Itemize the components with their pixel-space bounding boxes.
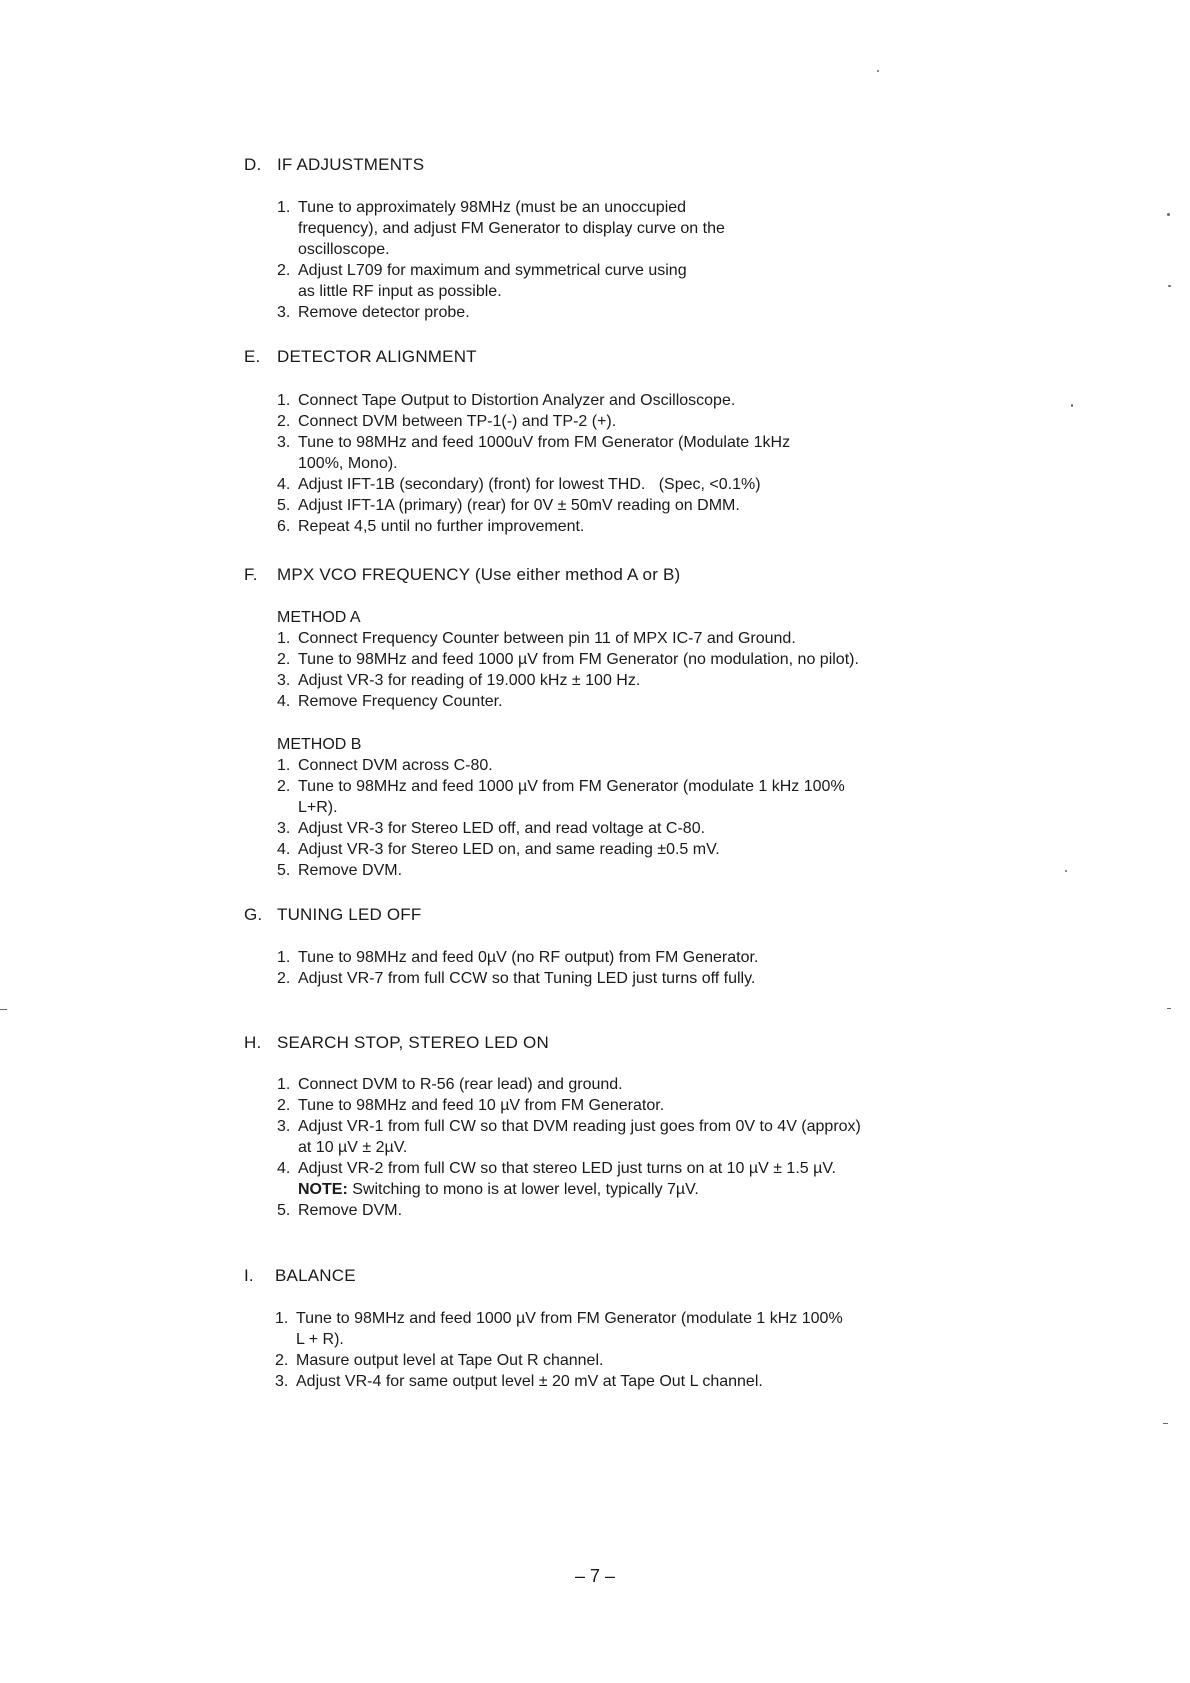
step-text: Adjust VR-1 from full CW so that DVM reading just goes from 0V to 4V (approx) bbox=[298, 1118, 861, 1135]
step-item bbox=[277, 411, 957, 432]
step-number: 3. bbox=[275, 1373, 289, 1390]
step-number: 1. bbox=[275, 1310, 289, 1327]
step-text: L + R). bbox=[296, 1331, 344, 1348]
step-number: 4. bbox=[277, 693, 291, 710]
step-number: 1. bbox=[277, 949, 291, 966]
step-item bbox=[277, 839, 957, 860]
step-list bbox=[277, 1074, 957, 1221]
step-text: Adjust VR-7 from full CCW so that Tuning LED just turns off fully. bbox=[298, 970, 756, 987]
step-text: Adjust VR-3 for Stereo LED off, and read voltage at C-80. bbox=[298, 820, 706, 837]
section-title: IF ADJUSTMENTS bbox=[277, 155, 425, 174]
scan-speck bbox=[0, 1009, 7, 1010]
step-list bbox=[277, 947, 957, 989]
step-text: Remove DVM. bbox=[298, 862, 403, 879]
step-item bbox=[275, 1350, 955, 1371]
section-title: TUNING LED OFF bbox=[277, 905, 422, 924]
step-number: 2. bbox=[277, 970, 291, 987]
step-text: Adjust VR-3 for Stereo LED on, and same reading ±0.5 mV. bbox=[298, 841, 720, 858]
step-number: 3. bbox=[277, 1118, 291, 1135]
step-number: 3. bbox=[277, 820, 291, 837]
step-item bbox=[277, 755, 957, 776]
step-number: 4. bbox=[277, 1160, 291, 1177]
step-text: L+R). bbox=[298, 799, 338, 816]
section-title: MPX VCO FREQUENCY (Use either method A or B) bbox=[277, 565, 681, 584]
step-item bbox=[277, 1095, 957, 1116]
step-number: 4. bbox=[277, 841, 291, 858]
note-line bbox=[298, 1179, 957, 1200]
step-item bbox=[277, 1158, 957, 1200]
step-text: Masure output level at Tape Out R channel. bbox=[296, 1352, 604, 1369]
step-text: Tune to 98MHz and feed 1000uV from FM Generator (Modulate 1kHz bbox=[298, 434, 791, 451]
page-number: – 7 – bbox=[574, 1566, 616, 1586]
scan-speck bbox=[1163, 1423, 1168, 1424]
step-item bbox=[277, 516, 957, 537]
step-text: Adjust VR-3 for reading of 19.000 kHz ± 100 Hz. bbox=[298, 672, 641, 689]
step-number: 1. bbox=[277, 199, 291, 216]
scan-speck bbox=[1167, 1008, 1171, 1009]
step-item bbox=[277, 474, 957, 495]
section-letter: H. bbox=[244, 1033, 262, 1052]
step-text: Adjust VR-4 for same output level ± 20 mV at Tape Out L channel. bbox=[296, 1373, 763, 1390]
step-text: 100%, Mono). bbox=[298, 455, 398, 472]
step-item bbox=[277, 947, 957, 968]
step-number: 2. bbox=[275, 1352, 289, 1369]
step-item bbox=[277, 670, 957, 691]
step-number: 3. bbox=[277, 434, 291, 451]
step-number: 1. bbox=[277, 1076, 291, 1093]
section-title: BALANCE bbox=[275, 1266, 356, 1285]
step-text: Connect Frequency Counter between pin 11 of MPX IC-7 and Ground. bbox=[298, 630, 796, 647]
step-text: Tune to 98MHz and feed 1000 µV from FM Generator (modulate 1 kHz 100% bbox=[298, 778, 845, 795]
step-item bbox=[277, 495, 957, 516]
method-b-steps bbox=[277, 755, 957, 881]
scan-speck bbox=[1071, 404, 1073, 407]
step-text: Connect Tape Output to Distortion Analyzer and Oscilloscope. bbox=[298, 392, 736, 409]
step-item bbox=[277, 691, 957, 712]
step-item bbox=[277, 649, 957, 670]
step-number: 5. bbox=[277, 497, 291, 514]
step-item bbox=[277, 1074, 957, 1095]
step-text: Remove DVM. bbox=[298, 1202, 403, 1219]
scan-speck bbox=[1167, 213, 1170, 216]
step-text: Tune to 98MHz and feed 10 µV from FM Generator. bbox=[298, 1097, 665, 1114]
step-text: Adjust L709 for maximum and symmetrical curve using bbox=[298, 262, 687, 279]
step-text: Connect DVM between TP-1(-) and TP-2 (+). bbox=[298, 413, 617, 430]
step-number: 1. bbox=[277, 630, 291, 647]
step-item bbox=[277, 260, 957, 302]
step-item bbox=[277, 776, 957, 818]
step-text: Adjust VR-2 from full CW so that stereo LED just turns on at 10 µV ± 1.5 µV. bbox=[298, 1160, 836, 1177]
section-letter: E. bbox=[244, 347, 261, 366]
step-number: 1. bbox=[277, 757, 291, 774]
step-number: 5. bbox=[277, 1202, 291, 1219]
step-item bbox=[277, 628, 957, 649]
step-number: 2. bbox=[277, 413, 291, 430]
step-list bbox=[277, 197, 957, 323]
step-number: 4. bbox=[277, 476, 291, 493]
step-text: as little RF input as possible. bbox=[298, 283, 502, 300]
method-a-steps bbox=[277, 628, 957, 712]
step-text: Tune to 98MHz and feed 1000 µV from FM Generator (no modulation, no pilot). bbox=[298, 651, 859, 668]
section-title: SEARCH STOP, STEREO LED ON bbox=[277, 1033, 549, 1052]
step-number: 2. bbox=[277, 262, 291, 279]
step-item bbox=[277, 860, 957, 881]
step-item bbox=[277, 818, 957, 839]
scan-speck bbox=[1065, 870, 1067, 872]
step-item bbox=[275, 1371, 955, 1392]
step-item bbox=[277, 1116, 957, 1158]
section-letter: D. bbox=[244, 155, 262, 174]
step-text: oscilloscope. bbox=[298, 241, 390, 258]
method-b-title: METHOD B bbox=[277, 736, 362, 753]
scan-speck bbox=[1168, 285, 1171, 287]
step-number: 2. bbox=[277, 651, 291, 668]
step-number: 1. bbox=[277, 392, 291, 409]
step-text: Connect DVM across C-80. bbox=[298, 757, 493, 774]
step-text: Adjust IFT-1B (secondary) (front) for lowest THD. (Spec, <0.1%) bbox=[298, 476, 761, 493]
step-number: 3. bbox=[277, 304, 291, 321]
section-letter: I. bbox=[244, 1266, 254, 1285]
step-text: Tune to approximately 98MHz (must be an unoccupied bbox=[298, 199, 687, 216]
step-item bbox=[277, 197, 957, 260]
step-number: 5. bbox=[277, 862, 291, 879]
note-label: NOTE: bbox=[298, 1181, 348, 1198]
step-text: Remove detector probe. bbox=[298, 304, 470, 321]
step-number: 2. bbox=[277, 1097, 291, 1114]
method-a-title: METHOD A bbox=[277, 609, 361, 626]
step-item bbox=[277, 1200, 957, 1221]
step-text: Tune to 98MHz and feed 1000 µV from FM Generator (modulate 1 kHz 100% bbox=[296, 1310, 843, 1327]
step-text: at 10 µV ± 2µV. bbox=[298, 1139, 408, 1156]
scan-speck bbox=[877, 70, 879, 72]
step-text: frequency), and adjust FM Generator to display curve on the bbox=[298, 220, 725, 237]
step-number: 2. bbox=[277, 778, 291, 795]
step-text: Repeat 4,5 until no further improvement. bbox=[298, 518, 585, 535]
note-text: Switching to mono is at lower level, typically 7µV. bbox=[347, 1181, 699, 1198]
step-number: 3. bbox=[277, 672, 291, 689]
section-letter: F. bbox=[244, 565, 258, 584]
section-letter: G. bbox=[244, 905, 263, 924]
step-list bbox=[277, 390, 957, 537]
step-item bbox=[277, 390, 957, 411]
step-item bbox=[277, 968, 957, 989]
step-number: 6. bbox=[277, 518, 291, 535]
step-text: Adjust IFT-1A (primary) (rear) for 0V ± 50mV reading on DMM. bbox=[298, 497, 740, 514]
step-text: Connect DVM to R-56 (rear lead) and ground. bbox=[298, 1076, 623, 1093]
section-title: DETECTOR ALIGNMENT bbox=[277, 347, 477, 366]
step-text: Tune to 98MHz and feed 0µV (no RF output) from FM Generator. bbox=[298, 949, 759, 966]
step-item bbox=[277, 432, 957, 474]
step-item bbox=[275, 1308, 955, 1350]
step-text: Remove Frequency Counter. bbox=[298, 693, 503, 710]
step-item bbox=[277, 302, 957, 323]
step-list bbox=[275, 1308, 955, 1392]
